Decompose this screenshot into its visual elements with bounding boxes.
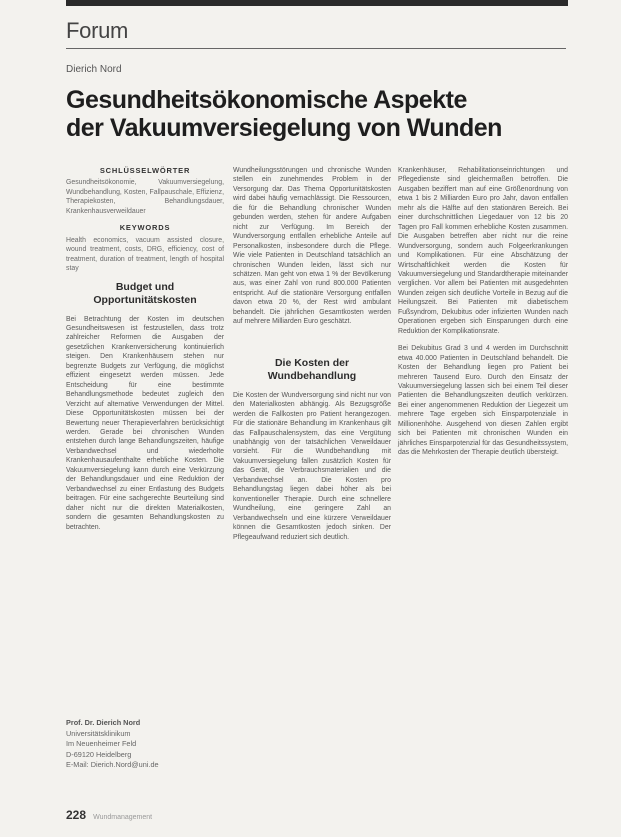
body-text-col2-part2: Die Kosten der Wundversorgung sind nicht nur von den Materialkosten abhängig. Als Bezugsgröße werden die Fallkosten pro Patient herangezogen. Für die stationäre Behandlung im Krankenhaus gilt das Fallpauschalensystem, das eine Vergütung unabhängig von der tatsächlichen Verweildauer vorsieht. Für die Wundbehandlung mit Vakuumversiegelung fallen zusätzlich Kosten für das Gerät, die Verbrauchsmaterialien und die Verbandwechsel an. Die Kosten pro Behandlungstag liegen dabei höher als bei konventioneller Therapie. Durch eine schnellere Wundheilung, eine geringere Zahl an Verbandwechseln und eine kürzere Verweildauer können die Gesamtkosten jedoch sinken. Der Pflegeaufwand reduziert sich deutlich. <box>233 391 391 541</box>
body-text-col3-part1: Krankenhäuser, Rehabilitationseinrichtungen und Pflegedienste sind gleichermaßen betroffen. Die Ausgaben beziffert man auf eine Größenordnung von etwa 1 bis 2 Milliarden Euro pro Jahr, davon entfallen mehr als die Hälfte auf den stationären Bereich. Bei einer durchschnittlichen Liegedauer von 12 bis 20 Tagen pro Fall kommen erhebliche Kosten zusammen. Die Ausgaben betreffen aber nicht nur die reine Wundversorgung, sondern auch Folgeerkrankungen und Komplikationen. Für eine Abschätzung der Wirtschaftlichkeit werden die Kosten für Vakuumversiegelung und Standardtherapie miteinander verglichen. Vor allem bei Patienten mit ausgedehnten Wunden zeigen sich deutliche Vorteile in Bezug auf die Heilungszeit. Bei Patienten mit diabetischem Fußsyndrom, Dekubitus oder infizierten Wunden nach Operationen ergeben sich Einsparungen durch eine Reduktion der Komplikationsrate. <box>398 167 568 335</box>
column-3 <box>398 166 568 458</box>
title-line-2: der Vakuumversiegelung von Wunden <box>66 114 502 142</box>
keywords-de-heading: SCHLÜSSELWÖRTER <box>99 166 191 175</box>
keywords-en-heading: KEYWORDS <box>119 223 171 233</box>
body-text-col2-part1: Wundheilungsstörungen und chronische Wunden stellen ein zunehmendes Problem in der Versorgung dar. Das Thema Opportunitätskosten wird dabei häufig vernachlässigt. Die Ressourcen, die für die Behandlung chronischer Wunden gebunden werden, stehen für andere Aufgaben nicht zur Verfügung. Im Bereich der Wundversorgung entfallen erhebliche Anteile auf Personalkosten, insbesondere durch die Pflege. Wie viele Patienten in Deutschland tatsächlich an chronischen Wunden leiden, lässt sich nur schätzen. Man geht von etwa 1 % der Bevölkerung aus, was einer Zahl von rund 800.000 Patienten entspricht. Auf die stationäre Versorgung entfallen davon etwa 20 %, der Rest wird ambulant behandelt. Die jährlichen Gesamtkosten werden auf mehrere Milliarden Euro geschätzt. <box>233 167 391 326</box>
subheading-budget: Budget und Opportunitätskosten <box>93 280 197 306</box>
subheading-kosten: Die Kosten der Wundbehandlung <box>267 356 357 382</box>
journal-name: Wundmanagement <box>93 814 153 821</box>
body-text-col1: Bei Betrachtung der Kosten im deutschen Gesundheitswesen ist festzustellen, dass trotz zahlreicher Reformen die Ausgaben der gesetzlichen Krankenversicherung kontinuierlich steigen. Den Krankenhäusern stehen nur begrenzte Budgets zur Verfügung, die möglichst effizient eingesetzt werden müssen. Jede Entscheidung für eine bestimmte Behandlungsmethode bedeutet zugleich den Verzicht auf alternative Verwendungen der Mittel. Diese Opportunitätskosten müssen bei der Bewertung neuer Therapieverfahren berücksichtigt werden. Gerade bei chronischen Wunden entstehen durch lange Behandlungszeiten, häufige Verbandwechsel und wiederholte Krankenhausaufenthalte erhebliche Kosten. Die Vakuumversiegelung kann durch eine Verkürzung der Behandlungsdauer und eine Reduktion der Verbandwechsel zu einer Entlastung des Budgets beitragen. Für eine sachgerechte Beurteilung sind daher nicht nur die direkten Materialkosten, sondern die gesamten Behandlungskosten zu betrachten. <box>66 315 224 531</box>
title-line-1: Gesundheitsökonomische Aspekte <box>66 86 467 114</box>
affiliation-line-1: Universitätsklinikum <box>66 728 131 738</box>
author-name: Dierich Nord <box>66 64 122 75</box>
keywords-en-text: Health economics, vacuum assisted closure, wound treatment, costs, DRG, efficiency, cost of treatment, duration of treatment, length of hospital stay <box>66 236 224 273</box>
affiliation-email: E-Mail: Dierich.Nord@uni.de <box>66 760 159 769</box>
body-text-col3-part2: Bei Dekubitus Grad 3 und 4 werden im Durchschnitt etwa 40.000 Patienten in Deutschland behandelt. Die Kosten der Behandlung liegen pro Patient bei mehreren Tausend Euro. Durch den Einsatz der Vakuumversiegelung lassen sich bei einem Teil dieser Patienten die Behandlungszeiten deutlich verkürzen. Bei einer angenommenen Reduktion der Liegezeit um mehrere Tage ergeben sich Einsparpotenziale in Millionenhöhe. Ausgehend von diesen Zahlen ergibt sich bei Patienten mit chronischen Wunden ein jährliches Einsparpotenzial für das Gesundheitssystem, das die Mehrkosten der Therapie deutlich übersteigt. <box>398 345 568 457</box>
column-1 <box>66 166 224 532</box>
article-title <box>66 86 586 142</box>
author-affiliation <box>66 718 224 771</box>
header-rule <box>66 48 566 49</box>
top-bar <box>66 0 568 6</box>
keywords-de-text: Gesundheitsökonomie, Vakuumversiegelung, Wundbehandlung, Kosten, Fallpauschale, Effizienz, Therapiekosten, Behandlungsdauer, Krankenhausverweildauer <box>66 179 224 215</box>
page-footer <box>66 808 152 822</box>
affiliation-line-2: Im Neuenheimer Feld <box>66 739 137 748</box>
affiliation-name: Prof. Dr. Dierich Nord <box>66 718 141 727</box>
affiliation-line-3: D-69120 Heidelberg <box>66 749 132 759</box>
section-label: Forum <box>66 18 129 43</box>
page-number: 228 <box>66 808 87 822</box>
column-2 <box>233 166 391 542</box>
